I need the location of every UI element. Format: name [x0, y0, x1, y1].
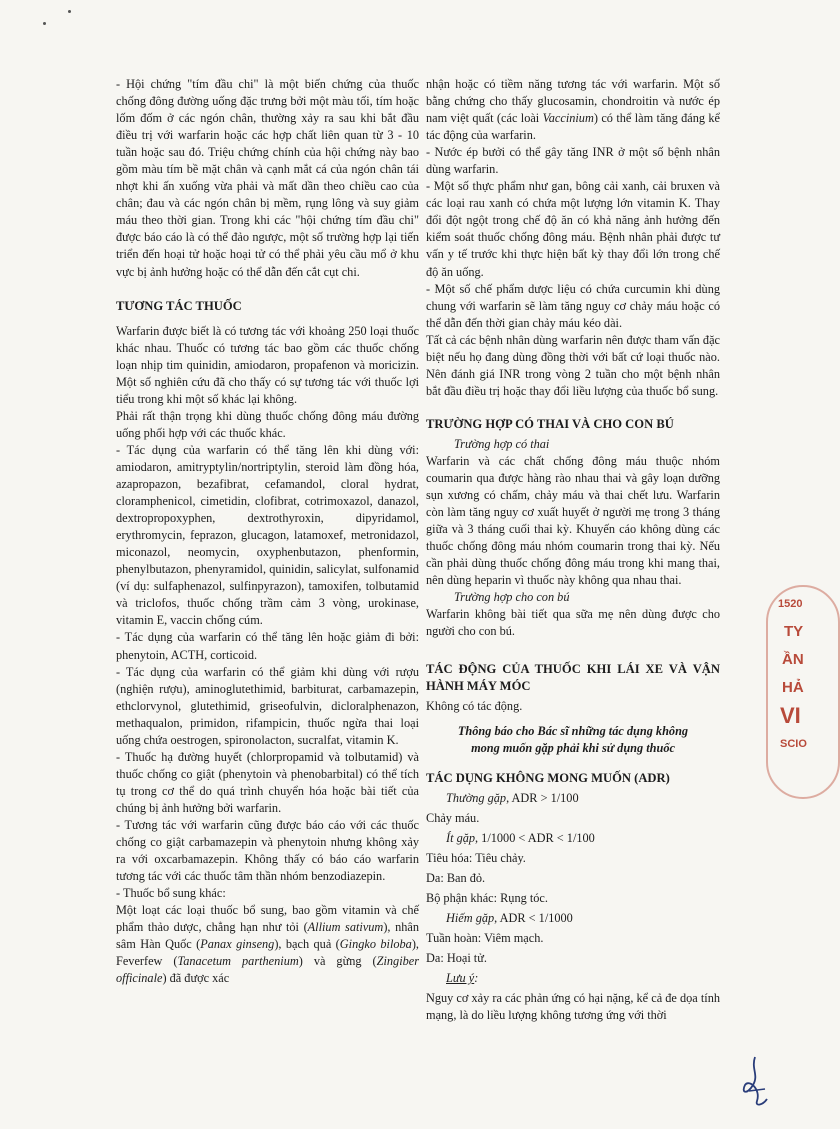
supplements-paragraph: Một loạt các loại thuốc bổ sung, bao gồm vitamin và chế phẩm thảo dược, chẳng hạn như tỏi (Allium sativum), nhân sâm Hàn Quốc (Panax ginseng), bạch quả (Gingko biloba), Feverfew (Tanacetum parthenium) và gừng (Zingiber officinale) đã được xác — [116, 903, 420, 986]
pregnancy-paragraph: Warfarin và các chất chống đông máu thuộc nhóm coumarin qua được hàng rào nhau thai và gây loạn dưỡng sụn xương có chấm, chảy máu và thai chết lưu. Warfarin còn làm tăng nguy cơ xuất huyết ở người mẹ trong 3 tháng giữa và 3 tháng cuối thai kỳ. Khuyến cáo không dùng các thuốc chống đông máu nhóm coumarin trong thai kỳ. Nếu cần phải dùng thuốc chống đông máu trong khi mang thai, nên dùng heparin vì thuốc này không qua nhau thai. — [426, 453, 720, 588]
note-label: Lưu ý: — [446, 971, 479, 986]
adr-uncommon-item: Tiêu hóa: Tiêu chảy. — [426, 850, 526, 865]
adr-uncommon-heading: Ít gặp, 1/1000 < ADR < 1/100 — [446, 830, 595, 845]
signature-icon — [735, 1055, 775, 1110]
subheading-pregnant: Trường hợp có thai — [454, 436, 550, 451]
interactions-decrease: - Tác dụng của warfarin có thể giảm khi dùng với rượu (nghiện rượu), aminoglutethimid, barbiturat, carbamazepin, ethclorvynol, glutethimid, griseofulvin, dicloralphenazon, methaqualon, primidon, rifampicin, thuốc ngừa thai loại uống chứa oestrogen, spironolacton, sucralfat, vitamin K. — [116, 664, 419, 747]
adr-common-item: Chảy máu. — [426, 810, 480, 825]
consultation-paragraph: Tất cả các bệnh nhân dùng warfarin nên được tham vấn đặc biệt nếu họ đang dùng đồng thời với bất cứ loại thuốc nào. Nên đánh giá INR trong vòng 2 tuần cho một bệnh nhân bắt đầu điều trị hoặc thay đổi liều lượng của thuốc bổ sung. — [426, 332, 720, 398]
interactions-anticonvulsant: - Tương tác với warfarin cũng được báo cáo với các thuốc chống co giật carbamazepin và phenytoin nhưng không xảy ra với oxcarbamazepin. Không thấy có báo cáo warfarin tương tác với các thuốc tâm thần nhóm benzodiazepin. — [116, 817, 419, 884]
adr-common-heading: Thường gặp, ADR > 1/100 — [446, 790, 579, 805]
adr-rare-item: Da: Hoại tử. — [426, 951, 487, 966]
stamp-text: VI — [780, 703, 801, 728]
curcumin-paragraph: - Một số chế phẩm dược liệu có chứa curcumin khi dùng chung với warfarin sẽ làm tăng nguy cơ chảy máu hoặc có thể dẫn đến thời gian chảy máu kéo dài. — [426, 281, 720, 330]
notice-text: Thông báo cho Bác sĩ những tác dụng không mong muốn gặp phải khi sử dụng thuốc — [457, 723, 689, 755]
section-heading-interactions: TƯƠNG TÁC THUỐC — [116, 298, 242, 313]
interactions-hypoglycemic: - Thuốc hạ đường huyết (chlorpropamid và tolbutamid) và thuốc chống co giật (phenytoin và phenobarbital) có thể tích tụ trong cơ thể do quá trình chuyển hóa hoặc bài tiết của chúng bị ảnh hưởng bởi warfarin. — [116, 749, 419, 815]
section-heading-adr: TÁC DỤNG KHÔNG MONG MUỐN (ADR) — [426, 770, 670, 785]
supplements-label: - Thuốc bổ sung khác: — [116, 886, 226, 901]
adr-uncommon-item: Bộ phận khác: Rụng tóc. — [426, 891, 548, 906]
interactions-intro: Warfarin được biết là có tương tác với khoảng 250 loại thuốc khác nhau. Thuốc có tương tác bao gồm các thuốc chống loạn nhịp tim quinidin, amiodaron, propafenon và moricizin. Một số nghiên cứu đã cho thấy có sự tương tác với thuốc lợi tiểu trong khi một số khác lại không. — [116, 323, 419, 406]
nursing-paragraph: Warfarin không bài tiết qua sữa mẹ nên dùng được cho người cho con bú. — [426, 607, 720, 639]
stamp-text: TY — [784, 623, 804, 640]
section-heading-pregnancy: TRƯỜNG HỢP CÓ THAI VÀ CHO CON BÚ — [426, 416, 674, 431]
adr-uncommon-item: Da: Ban đỏ. — [426, 870, 486, 885]
right-column — [426, 76, 720, 1024]
driving-paragraph: Không có tác động. — [426, 698, 523, 713]
interactions-increase: - Tác dụng của warfarin có thể tăng lên khi dùng với: amiodaron, amitryptylin/nortriptylin, steroid làm đồng hóa, azapropazon, bezafibrat, cefamandol, cloral hydrat, cloramphenicol, cimetidin, clofibrat, cotrimoxazol, danazol, dextropropoxyphen, dextrothyroxin, dipyridamol, erythromycin, feprazon, glucagon, latamoxef, metronidazol, miconazol, neomycin, oxyphenbutazon, phenformin, phenylbutazon, phenyramidol, quinidin, salicylat, sulfonamid (ví dụ: sulfaphenazol, sulfinpyrazon), tamoxifen, tolbutamid và triclofos, thuốc chống trầm cảm 3 vòng, urokinase, vitamin E, vaccin chống cúm. — [116, 442, 419, 628]
purple-toe-paragraph: - Hội chứng "tím đầu chi" là một biến chứng của thuốc chống đông đường uống đặc trưng bởi một màu tối, tím hoặc lốm đốm ở các ngón chân, thường xảy ra sau khi bắt đầu điều trị với warfarin hoặc các hợp chất liên quan từ 3 - 10 tuần hoặc sau đó. Triệu chứng chính của hội chứng này bao gồm màu tím bề mặt chân và cạnh mắt cá của ngón chân tái nhợt khi ấn xuống vừa phải và mất dần theo chiều cao của chân; đau và các ngón chân bị mềm, rụng lông và suy giảm máu theo thời gian. Trong khi các "hội chứng tím đầu chi" được báo cáo là có thể đảo ngược, một số trường hợp lại tiến triển đến hoại tử hoặc hoại tử có thể phải yêu cầu mổ ở khu vực bị ảnh hưởng hoặc có thể dẫn đến cắt cụt chi. — [116, 77, 419, 279]
stamp-text: ẦN — [782, 651, 804, 668]
supplements-continued: nhận hoặc có tiềm năng tương tác với warfarin. Một số bằng chứng cho thấy glucosamin, chondroitin và nước ép nam việt quất (các loài Vaccinium) có thể làm tăng đáng kể tác động của warfarin. — [426, 77, 720, 143]
adr-rare-item: Tuần hoàn: Viêm mạch. — [426, 931, 544, 946]
company-stamp — [758, 590, 818, 810]
subheading-nursing: Trường hợp cho con bú — [454, 590, 570, 605]
interactions-increase-decrease: - Tác dụng của warfarin có thể tăng lên hoặc giảm đi bởi: phenytoin, ACTH, corticoid. — [116, 630, 419, 662]
stamp-text: HẢ — [782, 679, 804, 696]
section-heading-driving: TÁC ĐỘNG CỦA THUỐC KHI LÁI XE VÀ VẬN HÀNH MÁY MÓC — [426, 661, 720, 693]
adr-rare-heading: Hiếm gặp, ADR < 1/1000 — [446, 911, 573, 926]
stamp-text: 1520 — [778, 598, 803, 610]
interactions-caution: Phải rất thận trọng khi dùng thuốc chống đông máu đường uống phối hợp với các thuốc khác. — [116, 408, 419, 440]
grapefruit-paragraph: - Nước ép bưởi có thể gây tăng INR ở một số bệnh nhân dùng warfarin. — [426, 145, 720, 177]
left-column — [116, 76, 419, 987]
vitamin-k-paragraph: - Một số thực phẩm như gan, bông cải xanh, cải bruxen và các loại rau xanh có chứa một lượng lớn vitamin K. Thay đổi đột ngột trong chế độ ăn có khả năng ảnh hưởng đến kiểm soát thuốc chống đông máu. Bệnh nhân phải được tư vấn y tế trước khi thực hiện bất kỳ thay đổi lớn trong chế độ ăn uống. — [426, 179, 720, 279]
note-paragraph: Nguy cơ xảy ra các phản ứng có hại nặng, kể cả đe dọa tính mạng, là do liều lượng không tương ứng với thời — [426, 991, 720, 1023]
stamp-text: SCIO — [780, 738, 807, 750]
